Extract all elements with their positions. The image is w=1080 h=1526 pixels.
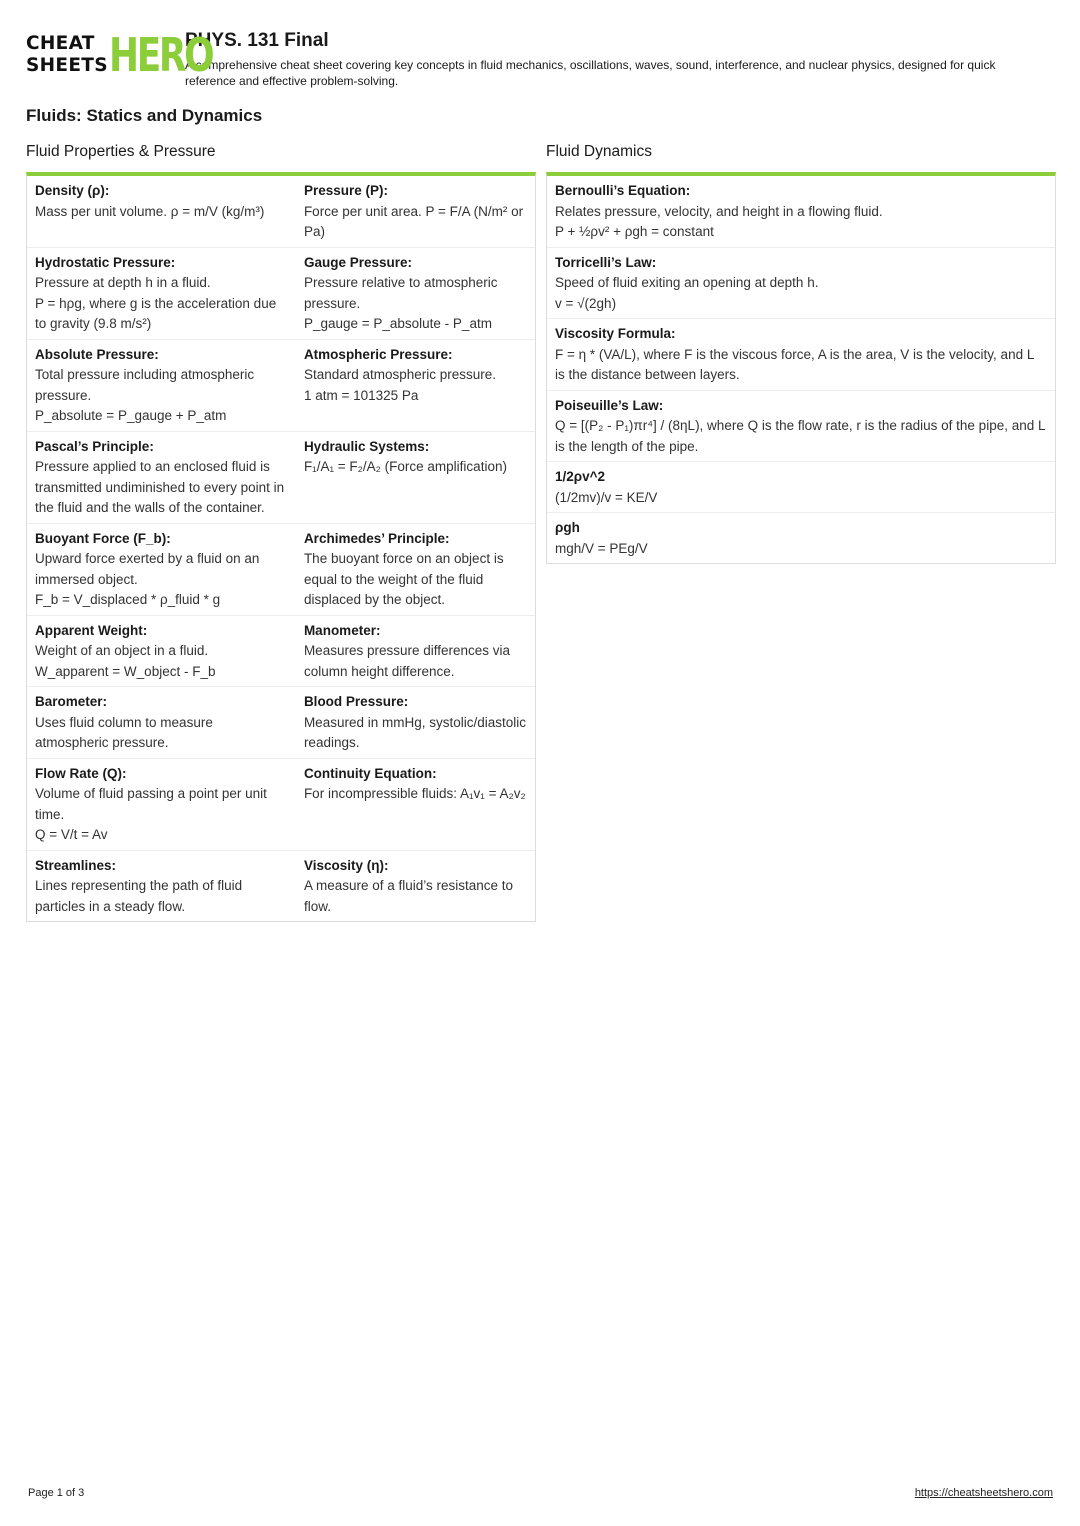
term-label: Manometer: [303,622,381,638]
term-cell [27,253,296,335]
site-link[interactable]: https://cheatsheetshero.com [914,1487,1053,1499]
term-label: Hydraulic Systems: [303,438,430,454]
fluid-dynamics-title: Fluid Dynamics [546,143,652,160]
page-title: PHYS. 131 Final [185,30,329,51]
term-description: Force per unit area. P = F/A (N/m² or Pa) [303,203,524,239]
logo-brand: HERO [108,28,213,82]
term-description: P_gauge = P_absolute - P_atm [303,316,492,331]
page-description: A comprehensive cheat sheet covering key concepts in fluid mechanics, oscillations, waves, sound, interference, and nuclear physics, designed for quick reference and effective problem-solving. [185,58,996,88]
term-description: Pressure relative to atmospheric pressure. [303,275,498,311]
table-row [27,759,535,851]
term-cell [547,181,1053,243]
term-label: Gauge Pressure: [303,254,412,270]
term-description: Q = [(P₂ - P₁)πr⁴] / (8ηL), where Q is the flow rate, r is the radius of the pipe, and L is the length of the pipe. [555,418,1045,454]
term-cell [296,181,535,243]
table-row [547,319,1055,391]
term-description: 1 atm = 101325 Pa [303,387,419,403]
term-cell [27,764,296,846]
term-cell [296,764,535,846]
term-cell [296,856,535,918]
table-row [27,851,535,922]
term-cell [296,437,535,519]
term-label: Barometer: [35,694,108,709]
term-description: Mass per unit volume. ρ = m/V (kg/m³) [35,203,265,219]
term-label: Bernoulli’s Equation: [555,183,691,198]
term-label: Hydrostatic Pressure: [35,254,176,270]
term-label: Buoyant Force (F_b): [35,530,171,546]
term-description: P_absolute = P_gauge + P_atm [35,408,227,423]
term-label: Pressure (P): [303,183,388,198]
page-number: Page 1 of 3 [28,1487,85,1499]
term-label: Streamlines: [35,857,117,873]
table-row [547,176,1055,248]
term-description: Pressure at depth h in a fluid. [35,275,211,290]
term-description: mgh/V = PEg/V [555,540,648,556]
term-cell [547,467,1053,508]
term-cell [296,621,535,683]
term-description: Upward force exerted by a fluid on an immersed object. [35,551,260,587]
term-cell [296,529,535,611]
term-description: F₁/A₁ = F₂/A₂ (Force amplification) [303,459,507,474]
page-header [26,30,1056,89]
term-label: Density (ρ): [35,183,110,198]
fluid-properties-panel [26,172,536,922]
term-cell [547,518,1053,559]
term-cell [27,856,296,918]
term-description: A measure of a fluid’s resistance to flow. [303,878,514,914]
term-description: (1/2mv)/v = KE/V [555,489,658,505]
term-label: Poiseuille’s Law: [555,397,664,413]
term-label: Viscosity Formula: [555,326,676,341]
term-description: Standard atmospheric pressure. [303,367,497,382]
term-label: 1/2ρv^2 [555,469,606,484]
term-cell [296,692,535,754]
term-label: Apparent Weight: [35,622,148,638]
term-cell [296,345,535,427]
term-description: Q = V/t = Av [35,827,108,842]
fluid-properties-title: Fluid Properties & Pressure [26,143,216,160]
section-title: Fluids: Statics and Dynamics [26,106,263,125]
term-label: Viscosity (η): [303,857,389,873]
term-description: Pressure applied to an enclosed fluid is transmitted undiminished to every point in the fluid and the walls of the container. [35,459,285,515]
term-cell [547,253,1053,315]
term-cell [27,621,296,683]
term-label: Continuity Equation: [303,765,437,781]
term-description: For incompressible fluids: A₁v₁ = A₂v₂ [303,786,526,801]
term-description: F = η * (VA/L), where F is the viscous force, A is the area, V is the velocity, and L is the distance between layers. [555,346,1034,382]
title-block [185,30,1025,89]
term-description: F_b = V_displaced * ρ_fluid * g [35,592,221,607]
term-cell [27,437,296,519]
term-label: ρgh [555,520,580,535]
term-label: Absolute Pressure: [35,346,159,362]
fluid-properties-column [26,142,536,922]
term-description: The buoyant force on an object is equal to the weight of the fluid displaced by the object. [303,551,504,607]
term-description: P = hρg, where g is the acceleration due to gravity (9.8 m/s²) [35,295,277,331]
term-description: Measured in mmHg, systolic/diastolic readings. [303,714,527,750]
term-cell [27,692,296,754]
term-cell [27,529,296,611]
term-label: Torricelli’s Law: [555,254,657,270]
term-cell [27,181,296,243]
term-label: Blood Pressure: [303,694,409,709]
term-label: Atmospheric Pressure: [303,346,453,362]
table-row [27,340,535,432]
term-label: Pascal’s Principle: [35,438,154,454]
term-description: v = √(2gh) [555,295,617,311]
term-cell [27,345,296,427]
table-row [547,391,1055,463]
term-description: Uses fluid column to measure atmospheric pressure. [35,714,213,750]
table-row [27,616,535,688]
table-row [27,524,535,616]
term-label: Archimedes’ Principle: [303,530,450,546]
table-row [547,248,1055,320]
fluid-dynamics-column [546,142,1056,564]
term-description: Weight of an object in a fluid. [35,643,209,658]
table-row [27,248,535,340]
table-row [547,513,1055,563]
table-row [547,462,1055,513]
term-description: Total pressure including atmospheric pressure. [35,367,255,403]
logo-line-1: CHEAT [26,33,95,54]
term-cell [296,253,535,335]
table-row [27,687,535,759]
term-cell [547,396,1053,458]
term-label: Flow Rate (Q): [35,765,127,781]
logo-line-2: SHEETS [26,55,108,76]
fluid-dynamics-panel [546,172,1056,564]
term-description: Volume of fluid passing a point per unit time. [35,786,267,822]
term-description: Relates pressure, velocity, and height in a flowing fluid. [555,203,883,219]
term-description: Speed of fluid exiting an opening at depth h. [555,275,819,290]
term-description: Measures pressure differences via column height difference. [303,643,511,679]
term-cell [547,324,1053,386]
term-description: Lines representing the path of fluid particles in a steady flow. [35,878,243,914]
term-description: P + ½ρv² + ρgh = constant [555,224,714,239]
cheatsheetshero-logo[interactable] [26,28,213,82]
logo-wordmark [26,33,108,77]
term-description: W_apparent = W_object - F_b [35,663,216,679]
table-row [27,176,535,248]
table-row [27,432,535,524]
